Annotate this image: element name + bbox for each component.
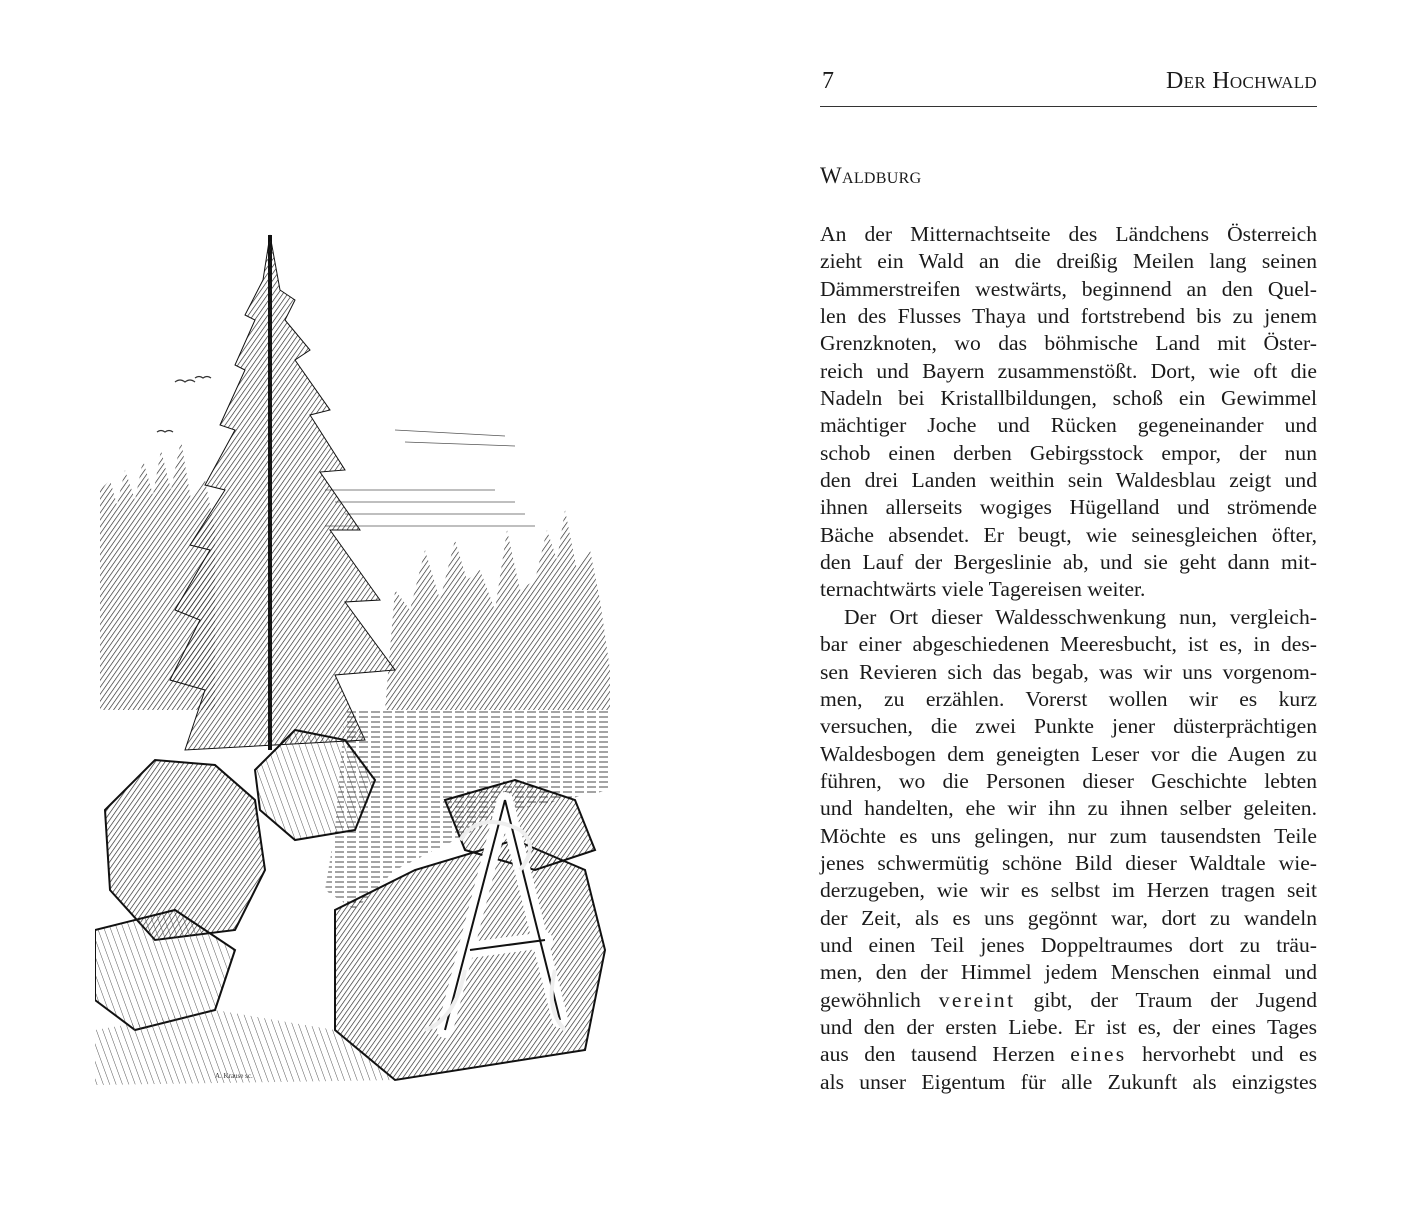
birds [157, 377, 211, 433]
engraving-svg [95, 150, 615, 1090]
text-line: mächtiger Joche und Rücken gegeneinander und [820, 413, 1317, 438]
text-line: Dämmerstreifen westwärts, beginnend an den Quel- [820, 276, 1317, 301]
text-line: bar einer abgeschiedenen Meeresbucht, ist es, in des- [820, 632, 1317, 657]
text-line: und handelten, ehe wir ihn zu ihnen selber geleiten. [820, 796, 1317, 821]
text-line: Grenzknoten, wo das böhmische Land mit Öster- [820, 331, 1317, 356]
page-number: 7 [822, 68, 834, 94]
forest-engraving-illustration [95, 150, 615, 1090]
text-line: len des Flusses Thaya und fortstrebend bis zu jenem [820, 304, 1317, 329]
paragraph-2 [820, 604, 1317, 1096]
text-line: führen, wo die Personen dieser Geschichte lebten [820, 768, 1317, 793]
text-line: versuchen, die zwei Punkte jener düsterprächtigen [820, 714, 1317, 739]
text-line: und den der ersten Liebe. Er ist es, der eines Tages [820, 1014, 1317, 1039]
body-text [820, 221, 1317, 1096]
spaced-emphasis: vereint [938, 987, 1016, 1012]
text-line: Waldesbogen dem geneigten Leser vor die Augen zu [820, 741, 1317, 766]
text-line: und einen Teil jenes Doppeltraumes dort zu träu- [820, 932, 1317, 957]
text-line: reich und Bayern zusammenstößt. Dort, wie oft die [820, 358, 1317, 383]
text-line: men, den der Himmel jedem Menschen einmal und [820, 960, 1317, 985]
text-line-emphasis [820, 987, 1317, 1014]
text-line: ternachtwärts viele Tagereisen weiter. [820, 577, 1146, 602]
page-header [820, 66, 1317, 107]
text-line: derzugeben, wie wir es selbst im Herzen tragen seit [820, 878, 1317, 903]
running-head: Der Hochwald [1166, 68, 1317, 94]
text-line: men, zu erzählen. Vorerst wollen wir es kurz [820, 686, 1317, 711]
text-line: schob einen derben Gebirgsstock empor, der nun [820, 440, 1317, 465]
text-line: jenes schwermütig schöne Bild dieser Waldtale wie- [820, 850, 1317, 875]
text-fragment: gibt, der Traum der Jugend [1015, 987, 1317, 1012]
sky-hatching [325, 430, 535, 526]
engraver-signature: A. Krause sc. [215, 1072, 253, 1080]
text-line: sen Revieren sich das begab, was wir uns vorgenom- [820, 659, 1317, 684]
text-line: Möchte es uns gelingen, nur zum tausendsten Teile [820, 823, 1317, 848]
text-line: Bäche absendet. Er beugt, wie seinesgleichen öfter, [820, 522, 1317, 547]
text-line: Der Ort dieser Waldesschwenkung nun, vergleich- [844, 604, 1317, 629]
text-fragment: aus den tausend Herzen [820, 1042, 1071, 1067]
text-fragment: hervorhebt und es [1126, 1042, 1317, 1067]
text-line: ihnen allerseits wogiges Hügelland und strömende [820, 495, 1317, 520]
distant-forest-right [385, 510, 610, 710]
rock-left [105, 760, 265, 940]
text-line: zieht ein Wald an die dreißig Meilen lang seinen [820, 249, 1317, 274]
text-fragment: gewöhnlich [820, 987, 939, 1012]
text-line: der Zeit, als es uns gegönnt war, dort zu wandeln [820, 905, 1317, 930]
paragraph-1 [820, 221, 1317, 604]
section-title: Waldburg [820, 163, 922, 188]
spaced-emphasis: eines [1070, 1042, 1127, 1067]
text-line-emphasis [820, 1041, 1317, 1068]
text-line: Nadeln bei Kristallbildungen, schoß ein Gewimmel [820, 386, 1317, 411]
text-line: An der Mitternachtseite des Ländchens Österreich [820, 222, 1317, 246]
text-line: den drei Landen weithin sein Waldesblau zeigt und [820, 468, 1317, 493]
text-line: als unser Eigentum für alle Zukunft als einzigstes [820, 1069, 1317, 1094]
text-line: den Lauf der Bergeslinie ab, und sie geht dann mit- [820, 550, 1317, 575]
